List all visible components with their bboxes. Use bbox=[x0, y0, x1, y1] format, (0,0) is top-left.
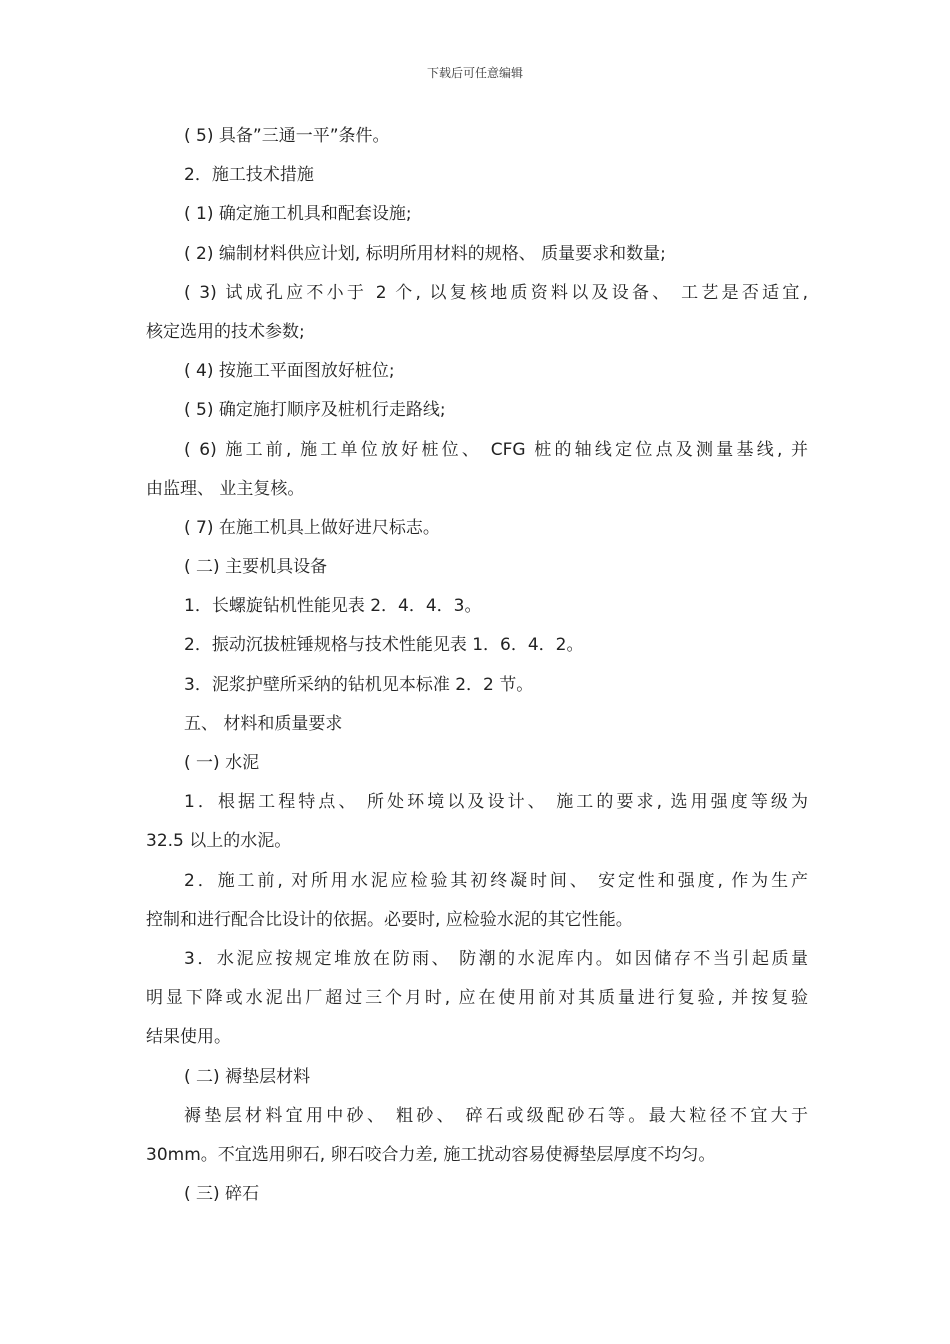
text-line: 核定选用的技术参数; bbox=[146, 321, 305, 342]
text-line: 2．施工技术措施 bbox=[184, 165, 314, 186]
text-line: 控制和进行配合比设计的依据。必要时, 应检验水泥的其它性能。 bbox=[146, 909, 633, 930]
text-line: ( 三) 碎石 bbox=[184, 1184, 260, 1205]
text-line: 明显下降或水泥出厂超过三个月时, 应在使用前对其质量进行复验, 并按复验 bbox=[146, 988, 808, 1009]
text-line: 3．泥浆护壁所采纳的钻机见本标准 2．2 节。 bbox=[184, 674, 534, 695]
text-line: 五、 材料和质量要求 bbox=[184, 713, 343, 734]
text-line: 褥垫层材料宜用中砂、 粗砂、 碎石或级配砂石等。最大粒径不宜大于 bbox=[184, 1105, 808, 1126]
text-line: ( 1) 确定施工机具和配套设施; bbox=[184, 204, 412, 225]
text-line: 由监理、 业主复核。 bbox=[146, 478, 305, 499]
text-line: ( 二) 褥垫层材料 bbox=[184, 1066, 311, 1087]
text-line: ( 4) 按施工平面图放好桩位; bbox=[184, 361, 395, 382]
text-line: ( 二) 主要机具设备 bbox=[184, 557, 328, 578]
text-line: ( 一) 水泥 bbox=[184, 753, 260, 773]
page-header: 下载后可任意编辑 bbox=[426, 66, 523, 80]
text-line: ( 5) 确定施打顺序及桩机行走路线; bbox=[184, 400, 446, 421]
text-line: ( 2) 编制材料供应计划, 标明所用材料的规格、 质量要求和数量; bbox=[184, 243, 666, 264]
text-line: 1．根据工程特点、 所处环境以及设计、 施工的要求, 选用强度等级为 bbox=[184, 792, 808, 813]
text-line: 结果使用。 bbox=[146, 1027, 231, 1048]
text-line: 32.5 以上的水泥。 bbox=[146, 831, 292, 852]
text-line: 3．水泥应按规定堆放在防雨、 防潮的水泥库内。如因储存不当引起质量 bbox=[184, 948, 808, 969]
text-line: 1．长螺旋钻机性能见表 2．4．4．3。 bbox=[184, 596, 482, 617]
text-line: 2．施工前, 对所用水泥应检验其初终凝时间、 安定性和强度, 作为生产 bbox=[184, 870, 808, 891]
text-line: 2．振动沉拔桩锤规格与技术性能见表 1．6．4．2。 bbox=[184, 635, 584, 656]
text-line: ( 6) 施工前, 施工单位放好桩位、 CFG 桩的轴线定位点及测量基线, 并 bbox=[184, 439, 808, 460]
text-line: 30mm。不宜选用卵石, 卵石咬合力差, 施工扰动容易使褥垫层厚度不均匀。 bbox=[146, 1144, 716, 1165]
text-line: ( 5) 具备”三通一平”条件。 bbox=[184, 126, 390, 146]
text-line: ( 7) 在施工机具上做好进尺标志。 bbox=[184, 517, 440, 538]
text-line: ( 3) 试成孔应不小于 2 个, 以复核地质资料以及设备、 工艺是否适宜, bbox=[184, 282, 808, 303]
document-body bbox=[146, 117, 808, 1214]
